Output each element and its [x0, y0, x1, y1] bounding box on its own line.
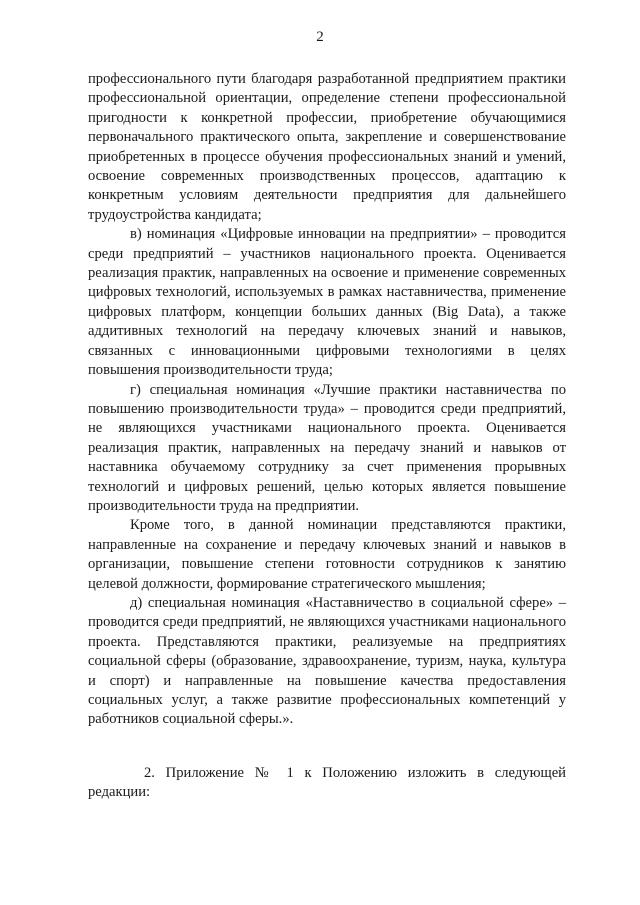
paragraph-continuation: профессионального пути благодаря разработанной предприятием практики профессиональной ориентации, определение степени профессиональной пригодности к конкретной профессии, приобретение обучающимися первоначального практического опыта, закрепление и совершенствование приобретенных в процессе обучения профессиональных знаний и умений, освоение современных производственных процессов, адаптацию к конкретным условиям деятельности предприятия для дальнейшего трудоустройства кандидата; — [88, 71, 566, 223]
paragraph-additional: Кроме того, в данной номинации представляются практики, направленные на сохранение и передачу ключевых знаний и навыков в организации, повышение степени готовности сотрудников к занятию целевой должности, формирование стратегического мышления; — [88, 517, 566, 592]
list-item-2: 2. Приложение № 1 к Положению изложить в следующей редакции: — [88, 764, 566, 801]
paragraph-nomination-d: д) специальная номинация «Наставничество в социальной сфере» – проводится среди предприятий, не являющихся участниками национального проекта. Представляются практики, реализуемые на предприятиях социальной сферы (образование, здравоохранение, туризм, наука, культура и спорт) и направленные на повышение качества предоставления социальных услуг, а также развитие профессиональных компетенций у работников социальной сферы.». — [88, 594, 566, 728]
page-number: 2 — [316, 29, 324, 45]
paragraph-nomination-g: г) специальная номинация «Лучшие практики наставничества по повышению производительности труда» – проводится среди предприятий, не являющихся участниками национального проекта. Оценивается реализация практик, направленных на передачу знаний и навыков от наставника обучаемому сотруднику за счет применения прорывных технологий и цифровых решений, целью которых является повышение производительности труда на предприятии. — [88, 381, 566, 514]
document-body — [88, 70, 566, 803]
paragraph-nomination-v: в) номинация «Цифровые инновации на предприятии» – проводится среди предприятий – участников национального проекта. Оценивается реализация практик, направленных на освоение и применение современных цифровых технологий, используемых в рамках наставничества, применение цифровых платформ, концепции больших данных (Big Data), а также аддитивных технологий на передачу ключевых знаний и навыков, связанных с инновационными цифровыми технологиями в целях повышения производительности труда; — [88, 226, 566, 379]
